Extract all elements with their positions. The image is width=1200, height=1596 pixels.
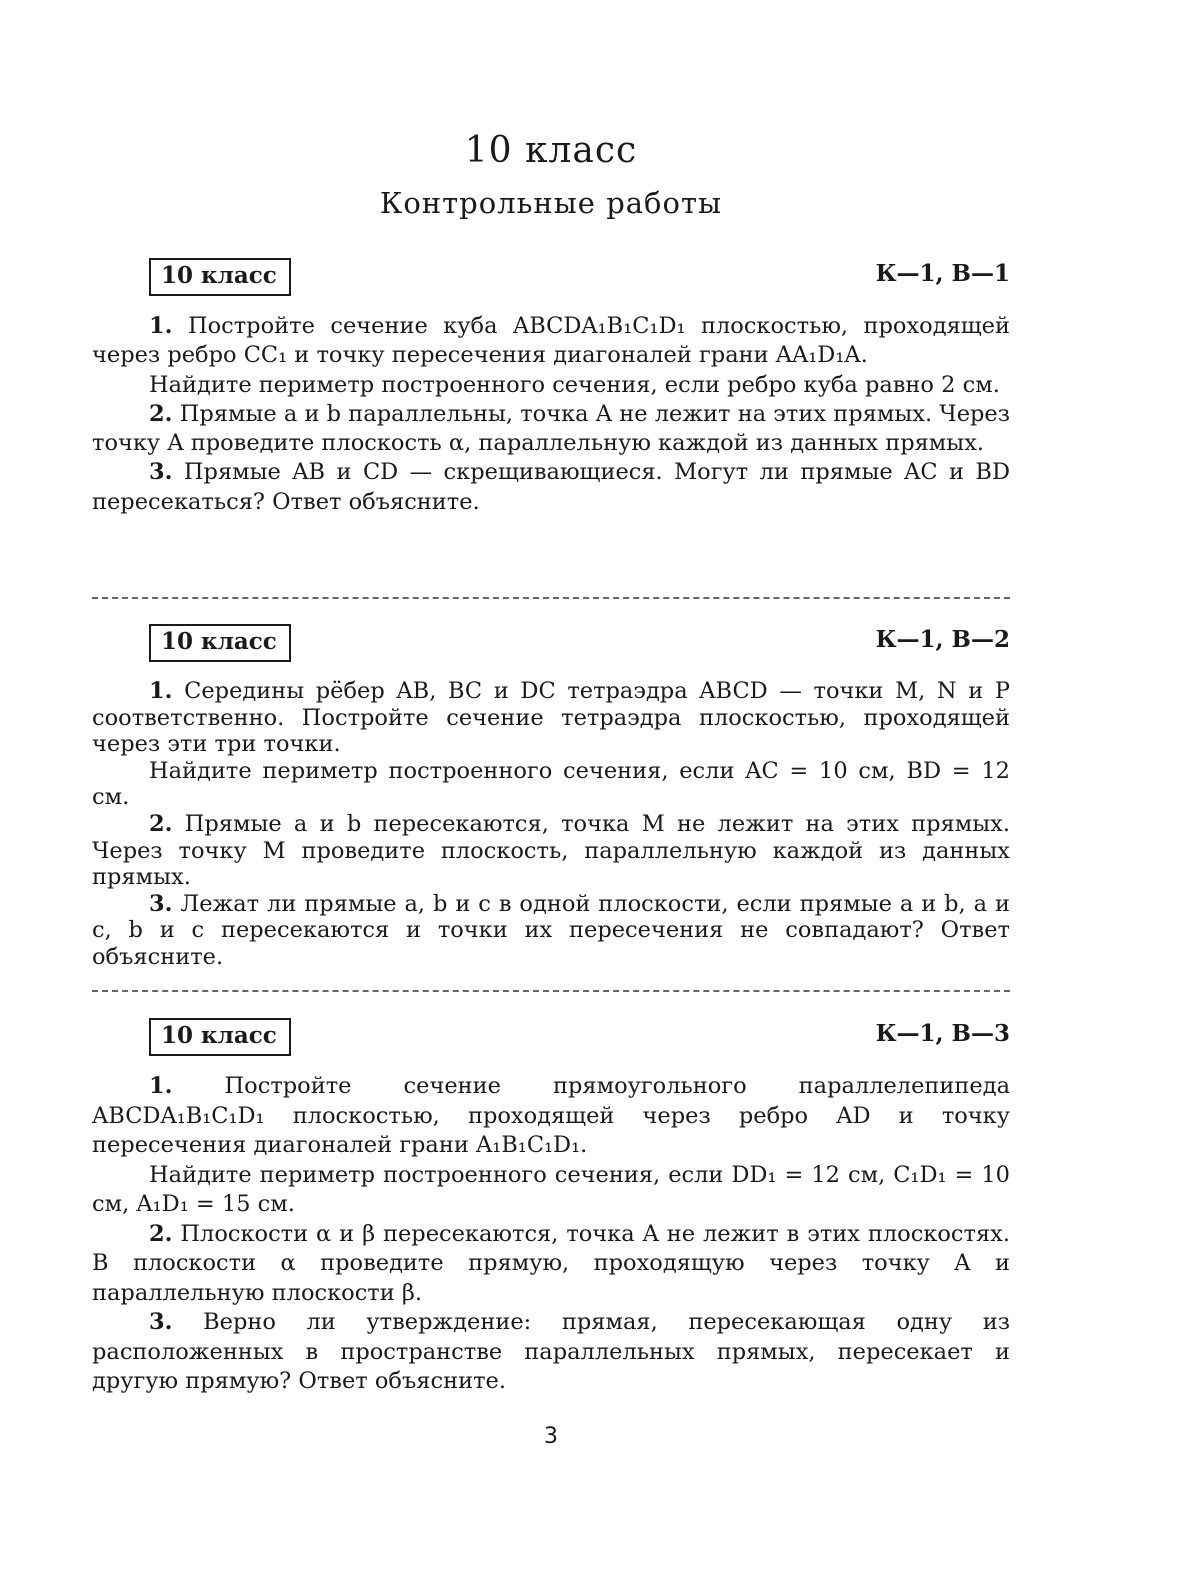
task-number: 3.: [149, 890, 173, 917]
variant-block-2: [92, 624, 1010, 971]
task-paragraph: [92, 1220, 1010, 1309]
task-paragraph: [92, 891, 1010, 971]
task-number: 3.: [149, 459, 173, 486]
variant-block-3: [92, 1018, 1010, 1397]
variant-code: К—1, В—2: [875, 626, 1010, 653]
task-text: Прямые a и b пересекаются, точка M не лежит на этих прямых. Через точку M проведите плоскость, параллельную каждой из данных прямых.: [92, 810, 1010, 891]
variant-tasks: [92, 312, 1010, 517]
task-text: Середины рёбер AB, BC и DC тетраэдра ABCD — точки M, N и P соответственно. Постройте сечение тетраэдра плоскостью, проходящей через эти три точки.: [92, 678, 1010, 758]
task-paragraph: [92, 1161, 1010, 1220]
variant-header: [92, 258, 1010, 298]
task-text: Плоскости α и β пересекаются, точка A не лежит в этих плоскостях. В плоскости α проведите прямую, проходящую через точку A и параллельную плоскости β.: [92, 1220, 1010, 1306]
task-text: Верно ли утверждение: прямая, пересекающая одну из расположенных в пространстве параллельных прямых, пересекает и другую прямую? Ответ объясните.: [92, 1309, 1010, 1394]
task-paragraph: [92, 400, 1010, 459]
task-number: 2.: [149, 1220, 173, 1247]
task-number: 3.: [149, 1309, 173, 1335]
dashed-separator: [92, 597, 1010, 599]
task-text: Лежат ли прямые a, b и c в одной плоскости, если прямые a и b, a и c, b и c пересекаются и точки их пересечения не совпадают? Ответ объясните.: [92, 890, 1010, 970]
task-paragraph: [92, 1308, 1010, 1397]
page-number: 3: [544, 1424, 558, 1449]
task-paragraph: [92, 811, 1010, 891]
variant-block-1: [92, 258, 1010, 517]
task-text: Найдите периметр построенного сечения, если ребро куба равно 2 см.: [149, 371, 1000, 398]
dashed-separator: [92, 990, 1010, 992]
task-text: Постройте сечение прямоугольного параллелепипеда ABCDA₁B₁C₁D₁ плоскостью, проходящей через ребро AD и точку пересечения диагоналей грани A₁B₁C₁D₁.: [92, 1073, 1010, 1158]
task-paragraph: [92, 312, 1010, 371]
task-paragraph: [92, 371, 1010, 400]
task-paragraph: [92, 1072, 1010, 1161]
page-subtitle: Контрольные работы: [379, 186, 723, 220]
task-paragraph: [92, 678, 1010, 758]
class-label-box: 10 класс: [149, 624, 291, 662]
page-title: 10 класс: [464, 130, 638, 171]
task-text: Постройте сечение куба ABCDA₁B₁C₁D₁ плоскостью, проходящей через ребро CC₁ и точку пересечения диагоналей грани AA₁D₁A.: [92, 313, 1010, 369]
task-text: Прямые a и b параллельны, точка A не лежит на этих прямых. Через точку A проведите плоскость α, параллельную каждой из данных прямых.: [92, 400, 1010, 457]
variant-code: К—1, В—3: [875, 1020, 1010, 1047]
variant-header: [92, 1018, 1010, 1058]
task-text: Найдите периметр построенного сечения, если DD₁ = 12 см, C₁D₁ = 10 см, A₁D₁ = 15 см.: [92, 1161, 1010, 1217]
variant-code: К—1, В—1: [875, 260, 1010, 287]
variant-tasks: [92, 1072, 1010, 1397]
task-text: Прямые AB и CD — скрещивающиеся. Могут ли прямые AC и BD пересекаться? Ответ объясните.: [92, 459, 1010, 515]
task-number: 1.: [149, 678, 173, 704]
task-number: 2.: [149, 400, 173, 427]
task-number: 1.: [149, 1073, 173, 1099]
task-text: Найдите периметр построенного сечения, если AC = 10 см, BD = 12 см.: [92, 757, 1010, 811]
class-label-box: 10 класс: [149, 1018, 291, 1056]
task-paragraph: [92, 758, 1010, 811]
variant-header: [92, 624, 1010, 664]
task-number: 1.: [149, 313, 173, 339]
variant-tasks: [92, 678, 1010, 971]
task-number: 2.: [149, 810, 173, 837]
task-paragraph: [92, 458, 1010, 517]
class-label-box: 10 класс: [149, 258, 291, 296]
